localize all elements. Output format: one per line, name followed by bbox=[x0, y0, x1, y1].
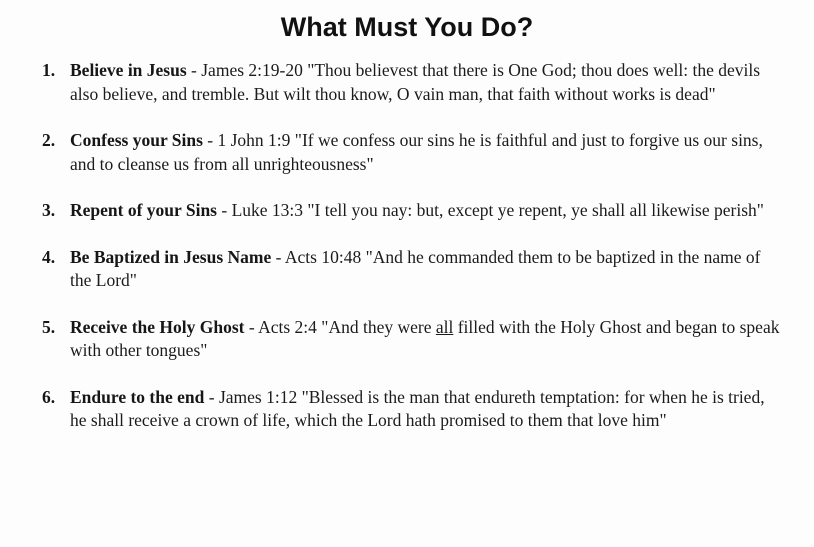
must-do-list bbox=[0, 59, 814, 433]
item-number: 1. bbox=[42, 60, 56, 80]
list-item bbox=[42, 59, 784, 106]
item-text bbox=[70, 59, 784, 106]
item-number: 3. bbox=[42, 200, 56, 220]
item-body-segment: Luke 13:3 "I tell you nay: but, except ye repent, ye shall all likewise perish" bbox=[231, 200, 764, 220]
item-text bbox=[70, 129, 784, 176]
item-body-segment: Acts 2:4 "And they were bbox=[258, 316, 436, 337]
list-item bbox=[42, 386, 784, 433]
item-separator: - bbox=[204, 386, 219, 407]
item-heading: Receive the Holy Ghost bbox=[70, 316, 245, 337]
item-number: 5. bbox=[42, 316, 56, 337]
item-heading: Confess your Sins bbox=[70, 130, 203, 150]
item-text bbox=[70, 316, 784, 363]
item-heading: Endure to the end bbox=[70, 386, 205, 407]
item-separator: - bbox=[202, 130, 218, 150]
item-separator: - bbox=[244, 316, 259, 337]
item-heading: Believe in Jesus bbox=[70, 60, 187, 80]
item-body-segment: 1 John 1:9 "If we confess our sins he is faithful and just to forgive us our sins, and to cleanse us from all unrighteousness" bbox=[70, 130, 763, 174]
list-item bbox=[42, 246, 784, 293]
item-body-segment: James 2:19-20 "Thou believest that there is One God; thou does well: the devils also believe, and tremble. But wilt thou know, O vain man, that faith without works is dead" bbox=[70, 60, 761, 104]
item-separator: - bbox=[217, 200, 232, 220]
item-text bbox=[70, 246, 784, 293]
item-body-segment: filled with the Holy Ghost and began to speak with other tongues" bbox=[70, 316, 780, 360]
item-number: 4. bbox=[42, 246, 56, 267]
item-separator: - bbox=[271, 246, 285, 267]
item-heading: Repent of your Sins bbox=[70, 200, 217, 220]
page-title: What Must You Do? bbox=[280, 12, 534, 42]
list-item bbox=[42, 199, 784, 223]
item-body-underlined: all bbox=[435, 316, 454, 337]
item-text bbox=[70, 386, 784, 433]
item-heading: Be Baptized in Jesus Name bbox=[70, 246, 272, 267]
item-number: 2. bbox=[42, 130, 56, 150]
list-item bbox=[42, 129, 784, 176]
list-item bbox=[42, 316, 784, 363]
item-text bbox=[70, 199, 784, 223]
item-body-segment: Acts 10:48 "And he commanded them to be baptized in the name of the Lord" bbox=[70, 246, 761, 290]
item-separator: - bbox=[186, 60, 202, 80]
item-number: 6. bbox=[42, 386, 56, 407]
item-body-segment: James 1:12 "Blessed is the man that endureth temptation: for when he is tried, he shall receive a crown of life, which the Lord hath promised to them that love him" bbox=[70, 386, 765, 430]
